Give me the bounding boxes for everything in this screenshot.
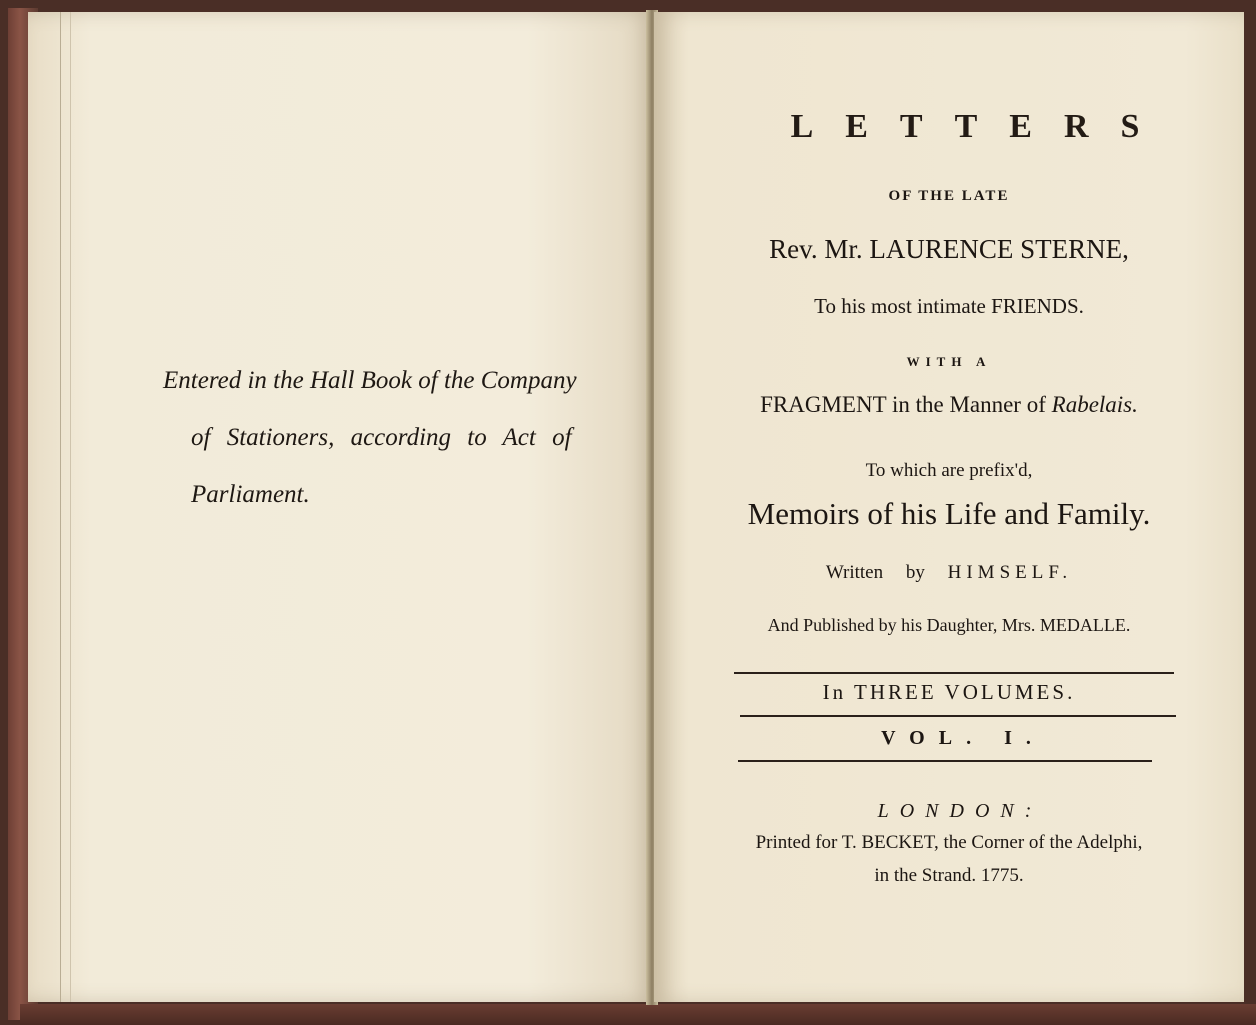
imprint-address-date: in the Strand. 1775. (874, 865, 1024, 886)
left-page (28, 12, 652, 1002)
imprint-place: LONDON: (877, 800, 1043, 822)
entry-line-3: Parliament. (191, 481, 310, 508)
page-edge-line (60, 12, 61, 1002)
of-the-late: OF THE LATE (888, 188, 1010, 204)
prefixd-line: To which are prefix'd, (865, 460, 1033, 481)
cover-board-bottom (20, 1004, 1256, 1025)
rule-middle (740, 715, 1176, 717)
fragment-text: FRAGMENT in the Manner of (760, 392, 1046, 417)
imprint-printer: Printed for T. BECKET, the Corner of the Adelphi, (755, 832, 1143, 853)
fragment-italic: Rabelais. (1051, 392, 1138, 417)
volume-number: VOL. I. (881, 727, 1045, 749)
rule-bottom (738, 760, 1152, 762)
with-a: WITH A (906, 354, 992, 369)
himself: HIMSELF. (947, 562, 1073, 583)
author-name: Rev. Mr. LAURENCE STERNE, (769, 234, 1129, 264)
fragment-line (654, 392, 1244, 418)
published-line: And Published by his Daughter, Mrs. MEDALLE. (767, 615, 1131, 635)
page-edge-line (70, 12, 71, 1002)
written-by-line (654, 562, 1244, 584)
addressees: To his most intimate FRIENDS. (814, 294, 1084, 318)
book-title: LETTERS (790, 108, 1172, 145)
entry-line-2: of Stationers, according to Act of (191, 424, 572, 451)
entry-line-1: Entered in the Hall Book of the Company (163, 367, 577, 394)
title-page (654, 12, 1244, 1002)
volumes-line: In THREE VOLUMES. (822, 680, 1076, 704)
written-by: Written by (825, 562, 925, 583)
memoirs-line: Memoirs of his Life and Family. (747, 496, 1151, 531)
rule-top (734, 672, 1174, 674)
